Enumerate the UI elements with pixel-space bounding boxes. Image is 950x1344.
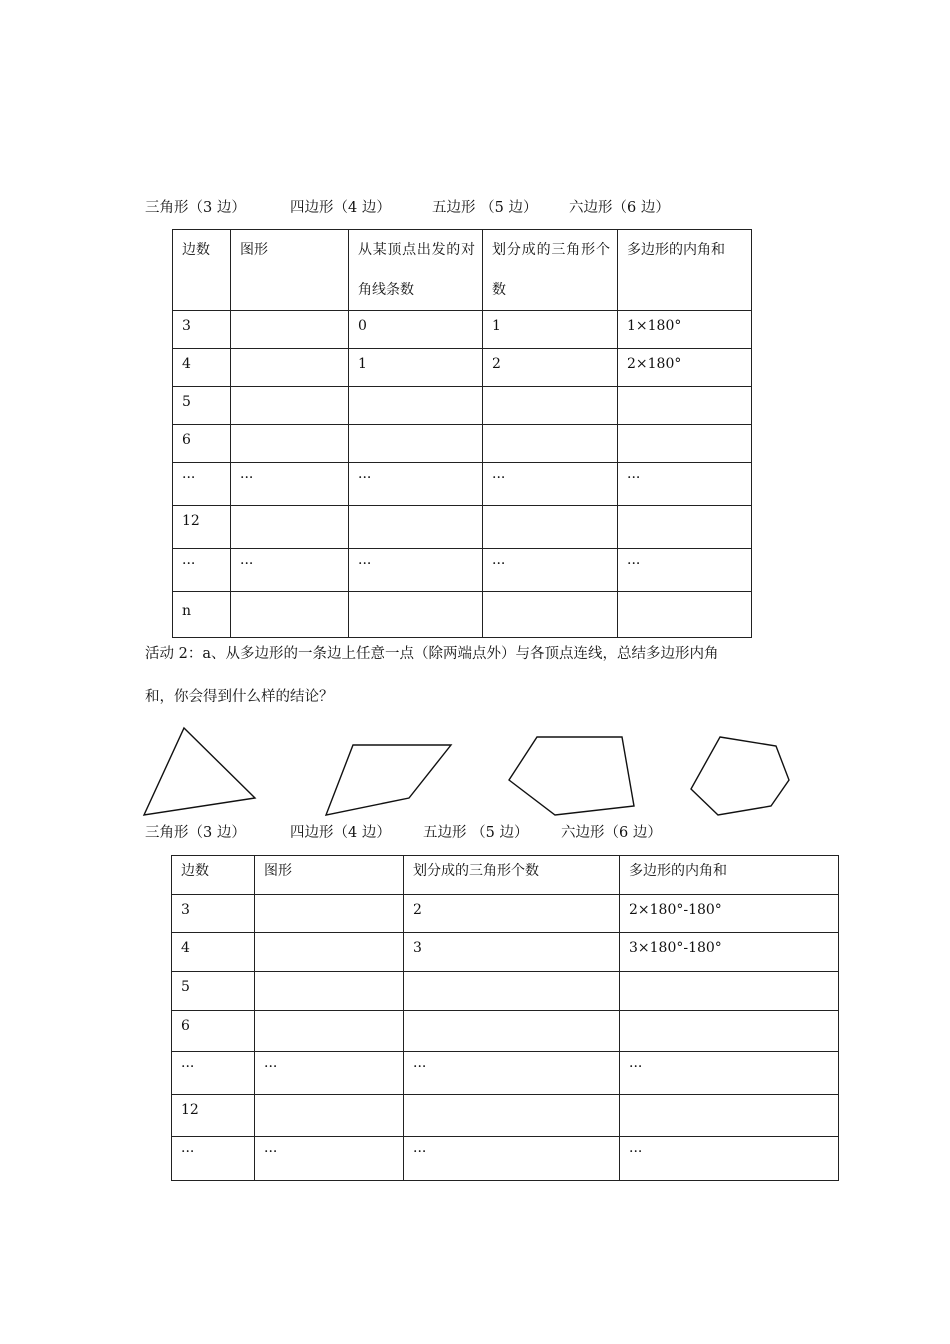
label-hexagon: 六边形（6 边）	[561, 825, 662, 841]
header-triangles: 划分成的三角形个数	[483, 230, 618, 311]
table-header-row	[172, 856, 839, 895]
table-cell: 12	[173, 506, 231, 549]
table-cell: 4	[173, 349, 231, 387]
table-cell: ···	[349, 463, 483, 506]
header-angle-sum: 多边形的内角和	[620, 856, 839, 895]
triangle-figure	[144, 728, 255, 815]
header-angle-sum: 多边形的内角和	[618, 230, 752, 311]
quadrilateral-figure	[326, 745, 451, 815]
table-cell: ···	[404, 1052, 620, 1095]
table-cell	[620, 1095, 839, 1137]
table-row	[172, 1052, 839, 1095]
table-cell: 1×180°	[618, 311, 752, 349]
table-cell: 6	[173, 425, 231, 463]
table-cell: ···	[255, 1052, 404, 1095]
header-sides: 边数	[173, 230, 231, 311]
pentagon-figure	[509, 737, 634, 815]
table-cell: ···	[483, 463, 618, 506]
table-cell	[255, 972, 404, 1011]
table-cell: 2×180°	[618, 349, 752, 387]
table-row	[172, 1095, 839, 1137]
table-cell: ···	[172, 1052, 255, 1095]
header-figure: 图形	[231, 230, 349, 311]
table-cell	[255, 1095, 404, 1137]
table-cell: 3	[404, 933, 620, 972]
table-row	[172, 933, 839, 972]
table-cell: ···	[172, 1137, 255, 1181]
table-cell	[255, 933, 404, 972]
table-cell: ···	[404, 1137, 620, 1181]
header-triangles: 划分成的三角形个数	[404, 856, 620, 895]
table-cell: 5	[173, 387, 231, 425]
table-cell: ···	[620, 1052, 839, 1095]
table-row	[172, 972, 839, 1011]
table-row	[172, 895, 839, 933]
label-hexagon: 六边形（6 边）	[569, 200, 670, 216]
label-quadrilateral: 四边形（4 边）	[290, 200, 391, 216]
table-cell: 2×180°-180°	[620, 895, 839, 933]
table-cell	[255, 1011, 404, 1052]
table-cell: 4	[172, 933, 255, 972]
label-triangle: 三角形（3 边）	[145, 200, 246, 216]
table-cell: ···	[618, 463, 752, 506]
table-cell: ···	[173, 549, 231, 592]
table-cell	[404, 1011, 620, 1052]
table-row	[172, 1011, 839, 1052]
table-cell	[255, 895, 404, 933]
table-cell: 6	[172, 1011, 255, 1052]
table-cell: ···	[255, 1137, 404, 1181]
table-cell: 2	[483, 349, 618, 387]
table-cell: 5	[172, 972, 255, 1011]
label-pentagon: 五边形 （5 边）	[423, 825, 529, 841]
activity2-line1: 活动 2：a、从多边形的一条边上任意一点（除两端点外）与各顶点连线，总结多边形内角	[145, 646, 719, 662]
table-cell: ···	[483, 549, 618, 592]
table-cell: ···	[173, 463, 231, 506]
table-row	[172, 1137, 839, 1181]
table-cell: ···	[231, 463, 349, 506]
hexagon-figure	[691, 737, 789, 815]
header-diagonals: 从某顶点出发的对角线条数	[349, 230, 483, 311]
table-cell: ···	[620, 1137, 839, 1181]
label-pentagon: 五边形 （5 边）	[432, 200, 538, 216]
table-cell: 3	[173, 311, 231, 349]
table-cell	[620, 972, 839, 1011]
table-cell: 1	[349, 349, 483, 387]
header-figure: 图形	[255, 856, 404, 895]
table-cell	[620, 1011, 839, 1052]
table-cell: 1	[483, 311, 618, 349]
table-cell: 3	[172, 895, 255, 933]
table-cell: n	[173, 592, 231, 638]
table-cell: 2	[404, 895, 620, 933]
table-cell	[404, 1095, 620, 1137]
activity2-line2: 和，你会得到什么样的结论？	[145, 689, 334, 705]
header-sides: 边数	[172, 856, 255, 895]
table-cell: 3×180°-180°	[620, 933, 839, 972]
table-cell: ···	[349, 549, 483, 592]
table-cell: 0	[349, 311, 483, 349]
table-cell: ···	[231, 549, 349, 592]
table-cell: ···	[618, 549, 752, 592]
table-cell: 12	[172, 1095, 255, 1137]
label-triangle: 三角形（3 边）	[145, 825, 246, 841]
label-quadrilateral: 四边形（4 边）	[290, 825, 391, 841]
triangle-count-table	[171, 855, 839, 1181]
table-cell	[404, 972, 620, 1011]
